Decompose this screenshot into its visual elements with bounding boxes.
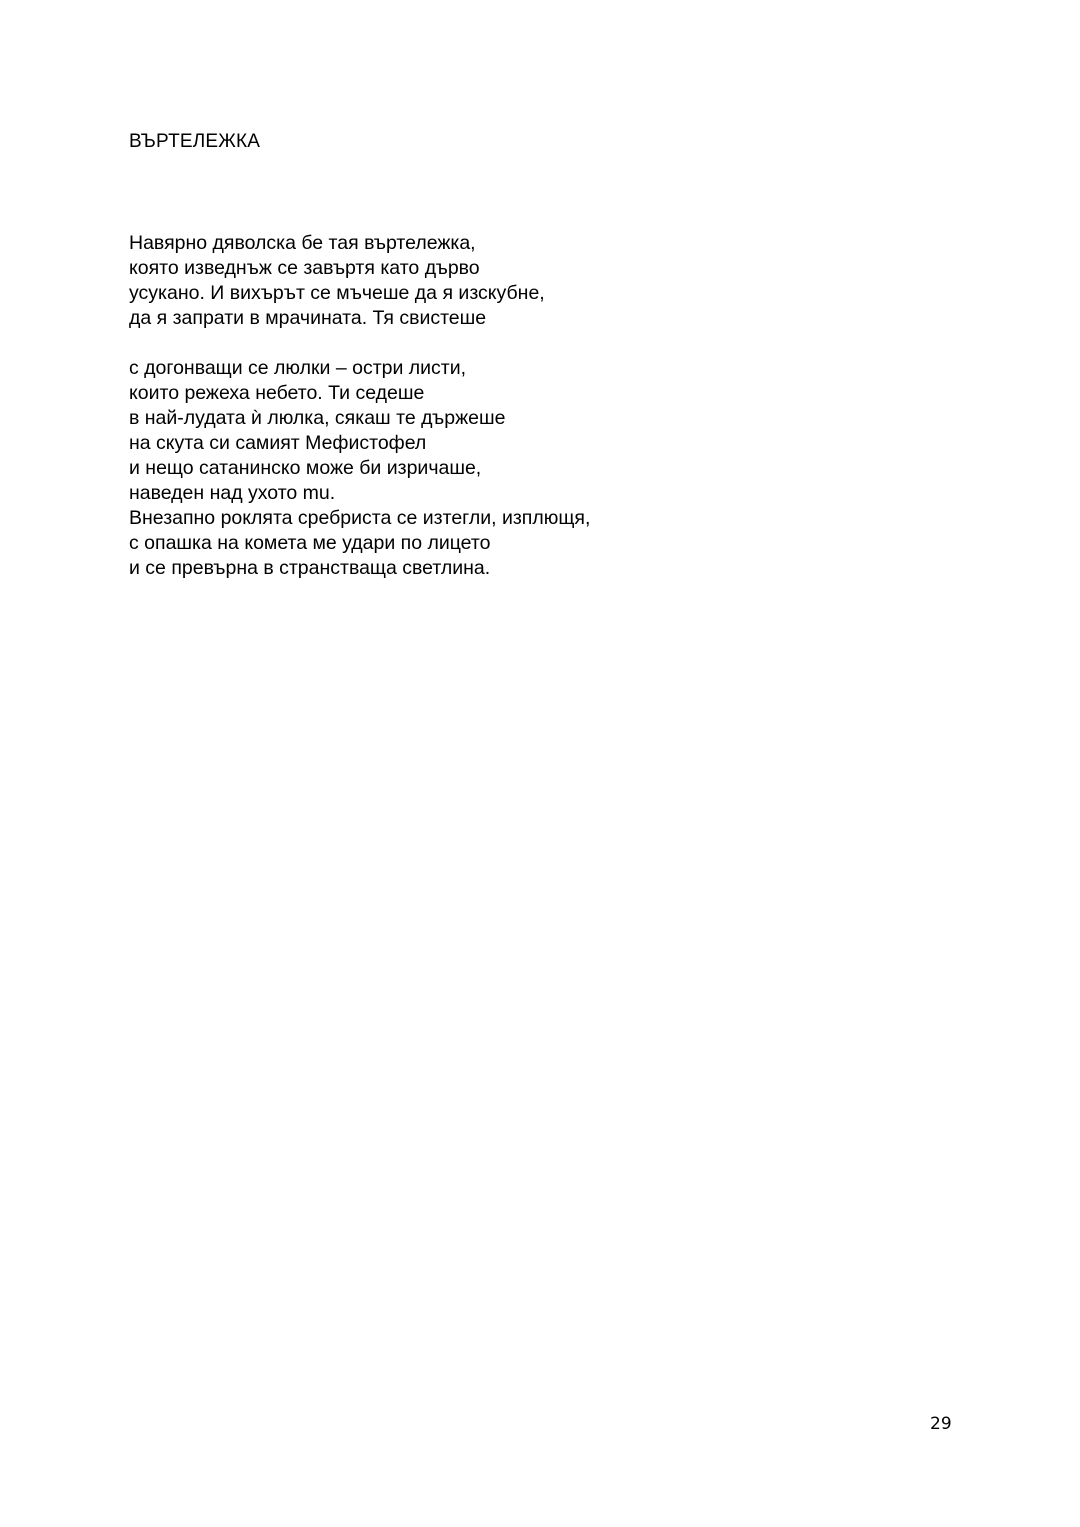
page-number: 29 bbox=[930, 1414, 952, 1434]
poem-line: на скута си самият Мефистофел bbox=[129, 432, 427, 454]
poem-line: и се превърна в странстваща светлина. bbox=[129, 557, 491, 579]
poem-line: наведен над ухото mu. bbox=[129, 482, 336, 504]
poem-line: и нещо сатанинско може би изричаше, bbox=[129, 457, 482, 479]
poem-line: да я запрати в мрачината. Тя свистеше bbox=[129, 307, 487, 329]
poem-line: усукано. И вихърът се мъчеше да я изскубне, bbox=[129, 282, 545, 304]
stanza-2 bbox=[129, 356, 929, 581]
poem-title: ВЪРТЕЛЕЖКА bbox=[129, 131, 261, 152]
poem-line: Внезапно роклята сребриста се изтегли, изплющя, bbox=[129, 507, 591, 529]
poem-line: с опашка на комета ме удари по лицето bbox=[129, 532, 491, 554]
poem-line: в най-лудата ѝ люлка, сякаш те държеше bbox=[129, 407, 506, 429]
poem-line: Навярно дяволска бе тая въртележка, bbox=[129, 232, 476, 254]
poem-body bbox=[129, 231, 929, 606]
poem-line: които режеха небето. Ти седеше bbox=[129, 382, 425, 404]
poem-line: с догонващи се люлки – остри листи, bbox=[129, 357, 467, 379]
stanza-1 bbox=[129, 231, 929, 331]
poem-line: която изведнъж се завъртя като дърво bbox=[129, 257, 480, 279]
